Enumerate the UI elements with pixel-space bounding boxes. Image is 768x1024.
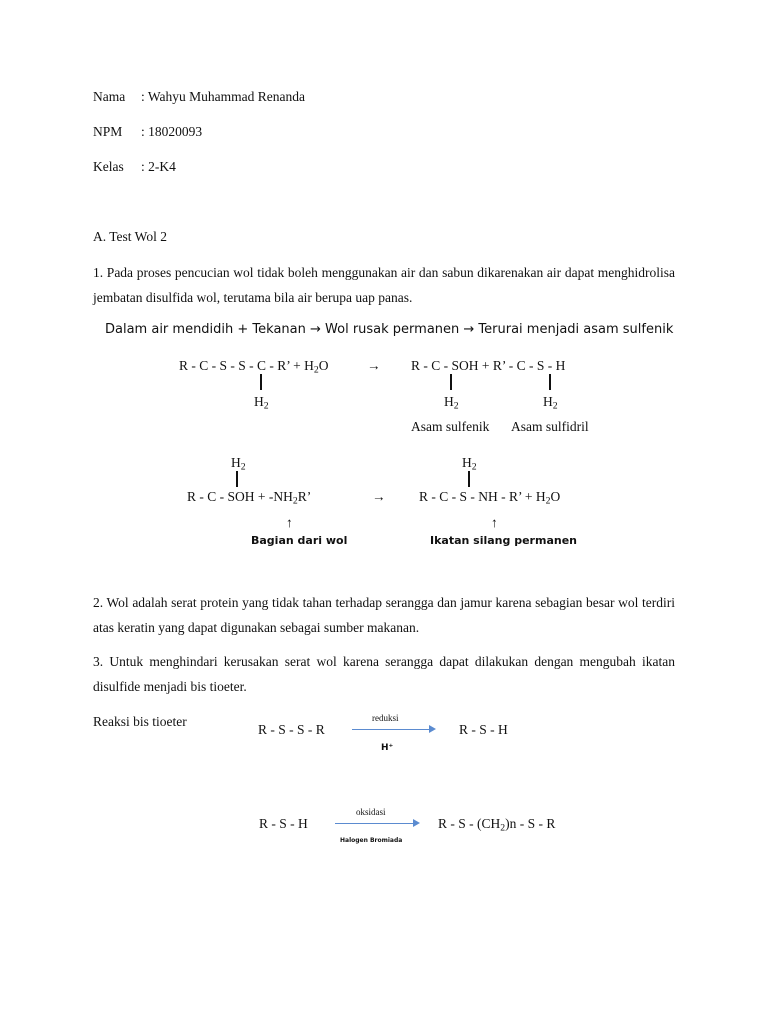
section-title: A. Test Wol 2 bbox=[93, 229, 167, 244]
reaction-arrow-line bbox=[335, 823, 413, 824]
npm-label: NPM bbox=[93, 124, 123, 139]
h2-label: $H_2$ bbox=[462, 455, 477, 473]
reaction1-arrow: → bbox=[367, 358, 381, 373]
kelas-label: Kelas bbox=[93, 159, 124, 174]
nama-label: Nama bbox=[93, 89, 126, 104]
h2-label: $H_2$ bbox=[254, 394, 269, 412]
label-asam-sulfidril: Asam sulfidril bbox=[511, 419, 589, 434]
bis-r1-bottom: H⁺ bbox=[381, 743, 394, 753]
kelas-value: : 2-K4 bbox=[141, 159, 176, 174]
bis-r2-top: oksidasi bbox=[356, 807, 386, 817]
bis-tioeter-label: Reaksi bis tioeter bbox=[93, 714, 187, 729]
label-ikatan-silang: Ikatan silang permanen bbox=[430, 534, 577, 547]
bond-line bbox=[450, 374, 452, 390]
label-bagian-dari-wol: Bagian dari wol bbox=[251, 534, 348, 547]
arrow-head-icon bbox=[429, 725, 436, 733]
reaction2-arrow: → bbox=[372, 489, 386, 504]
bis-r1-rhs: R - S - H bbox=[459, 722, 508, 737]
npm-value: : 18020093 bbox=[141, 124, 203, 139]
reaction1-rhs: R - C - SOH + R’ - C - S - H bbox=[411, 358, 566, 373]
bis-r1-lhs: R - S - S - R bbox=[258, 722, 325, 737]
nama-value: : Wahyu Muhammad Renanda bbox=[141, 89, 306, 104]
item-1-text: 1. Pada proses pencucian wol tidak boleh menggunakan air dan sabun dikarenakan air dapat menghidrolisa jembatan disulfida wol, terutama bila air berupa uap panas. bbox=[93, 265, 675, 305]
h2-label: $H_2$ bbox=[444, 394, 459, 412]
bis-r1-top: reduksi bbox=[372, 713, 399, 723]
bond-line bbox=[260, 374, 262, 390]
reaction1-lhs: R - C - S - S - C - R’ + $H_2O$ bbox=[179, 358, 329, 376]
h2-label: $H_2$ bbox=[231, 455, 246, 473]
bis-r2-lhs: R - S - H bbox=[259, 816, 308, 831]
bond-line bbox=[468, 471, 470, 487]
bond-line bbox=[549, 374, 551, 390]
reaction2-rhs: R - C - S - NH - R’ + $H_2O$ bbox=[419, 489, 561, 507]
reaction-arrow-line bbox=[352, 729, 429, 730]
arrow-head-icon bbox=[413, 819, 420, 827]
bis-r2-rhs: R - S - $(CH_2)n$ - S - R bbox=[438, 816, 556, 834]
reaction2-lhs: R - C - SOH + $-NH_2R$’ bbox=[187, 489, 312, 507]
item-3-text: 3. Untuk menghindari kerusakan serat wol karena serangga dapat dilakukan dengan mengubah ikatan disulfide menjadi bis tioeter. bbox=[93, 654, 675, 694]
up-arrow-icon: ↑ bbox=[491, 515, 498, 530]
h2-label: $H_2$ bbox=[543, 394, 558, 412]
item-2-text: 2. Wol adalah serat protein yang tidak tahan terhadap serangga dan jamur karena sebagian besar wol terdiri atas keratin yang dapat digunakan sebagai sumber makanan. bbox=[93, 595, 675, 635]
bond-line bbox=[236, 471, 238, 487]
bis-r2-bottom: Halogen Bromiada bbox=[340, 837, 403, 844]
label-asam-sulfenik: Asam sulfenik bbox=[411, 419, 490, 434]
up-arrow-icon: ↑ bbox=[286, 515, 293, 530]
item-1-summary: Dalam air mendidih + Tekanan → Wol rusak permanen → Terurai menjadi asam sulfenik bbox=[105, 322, 674, 337]
